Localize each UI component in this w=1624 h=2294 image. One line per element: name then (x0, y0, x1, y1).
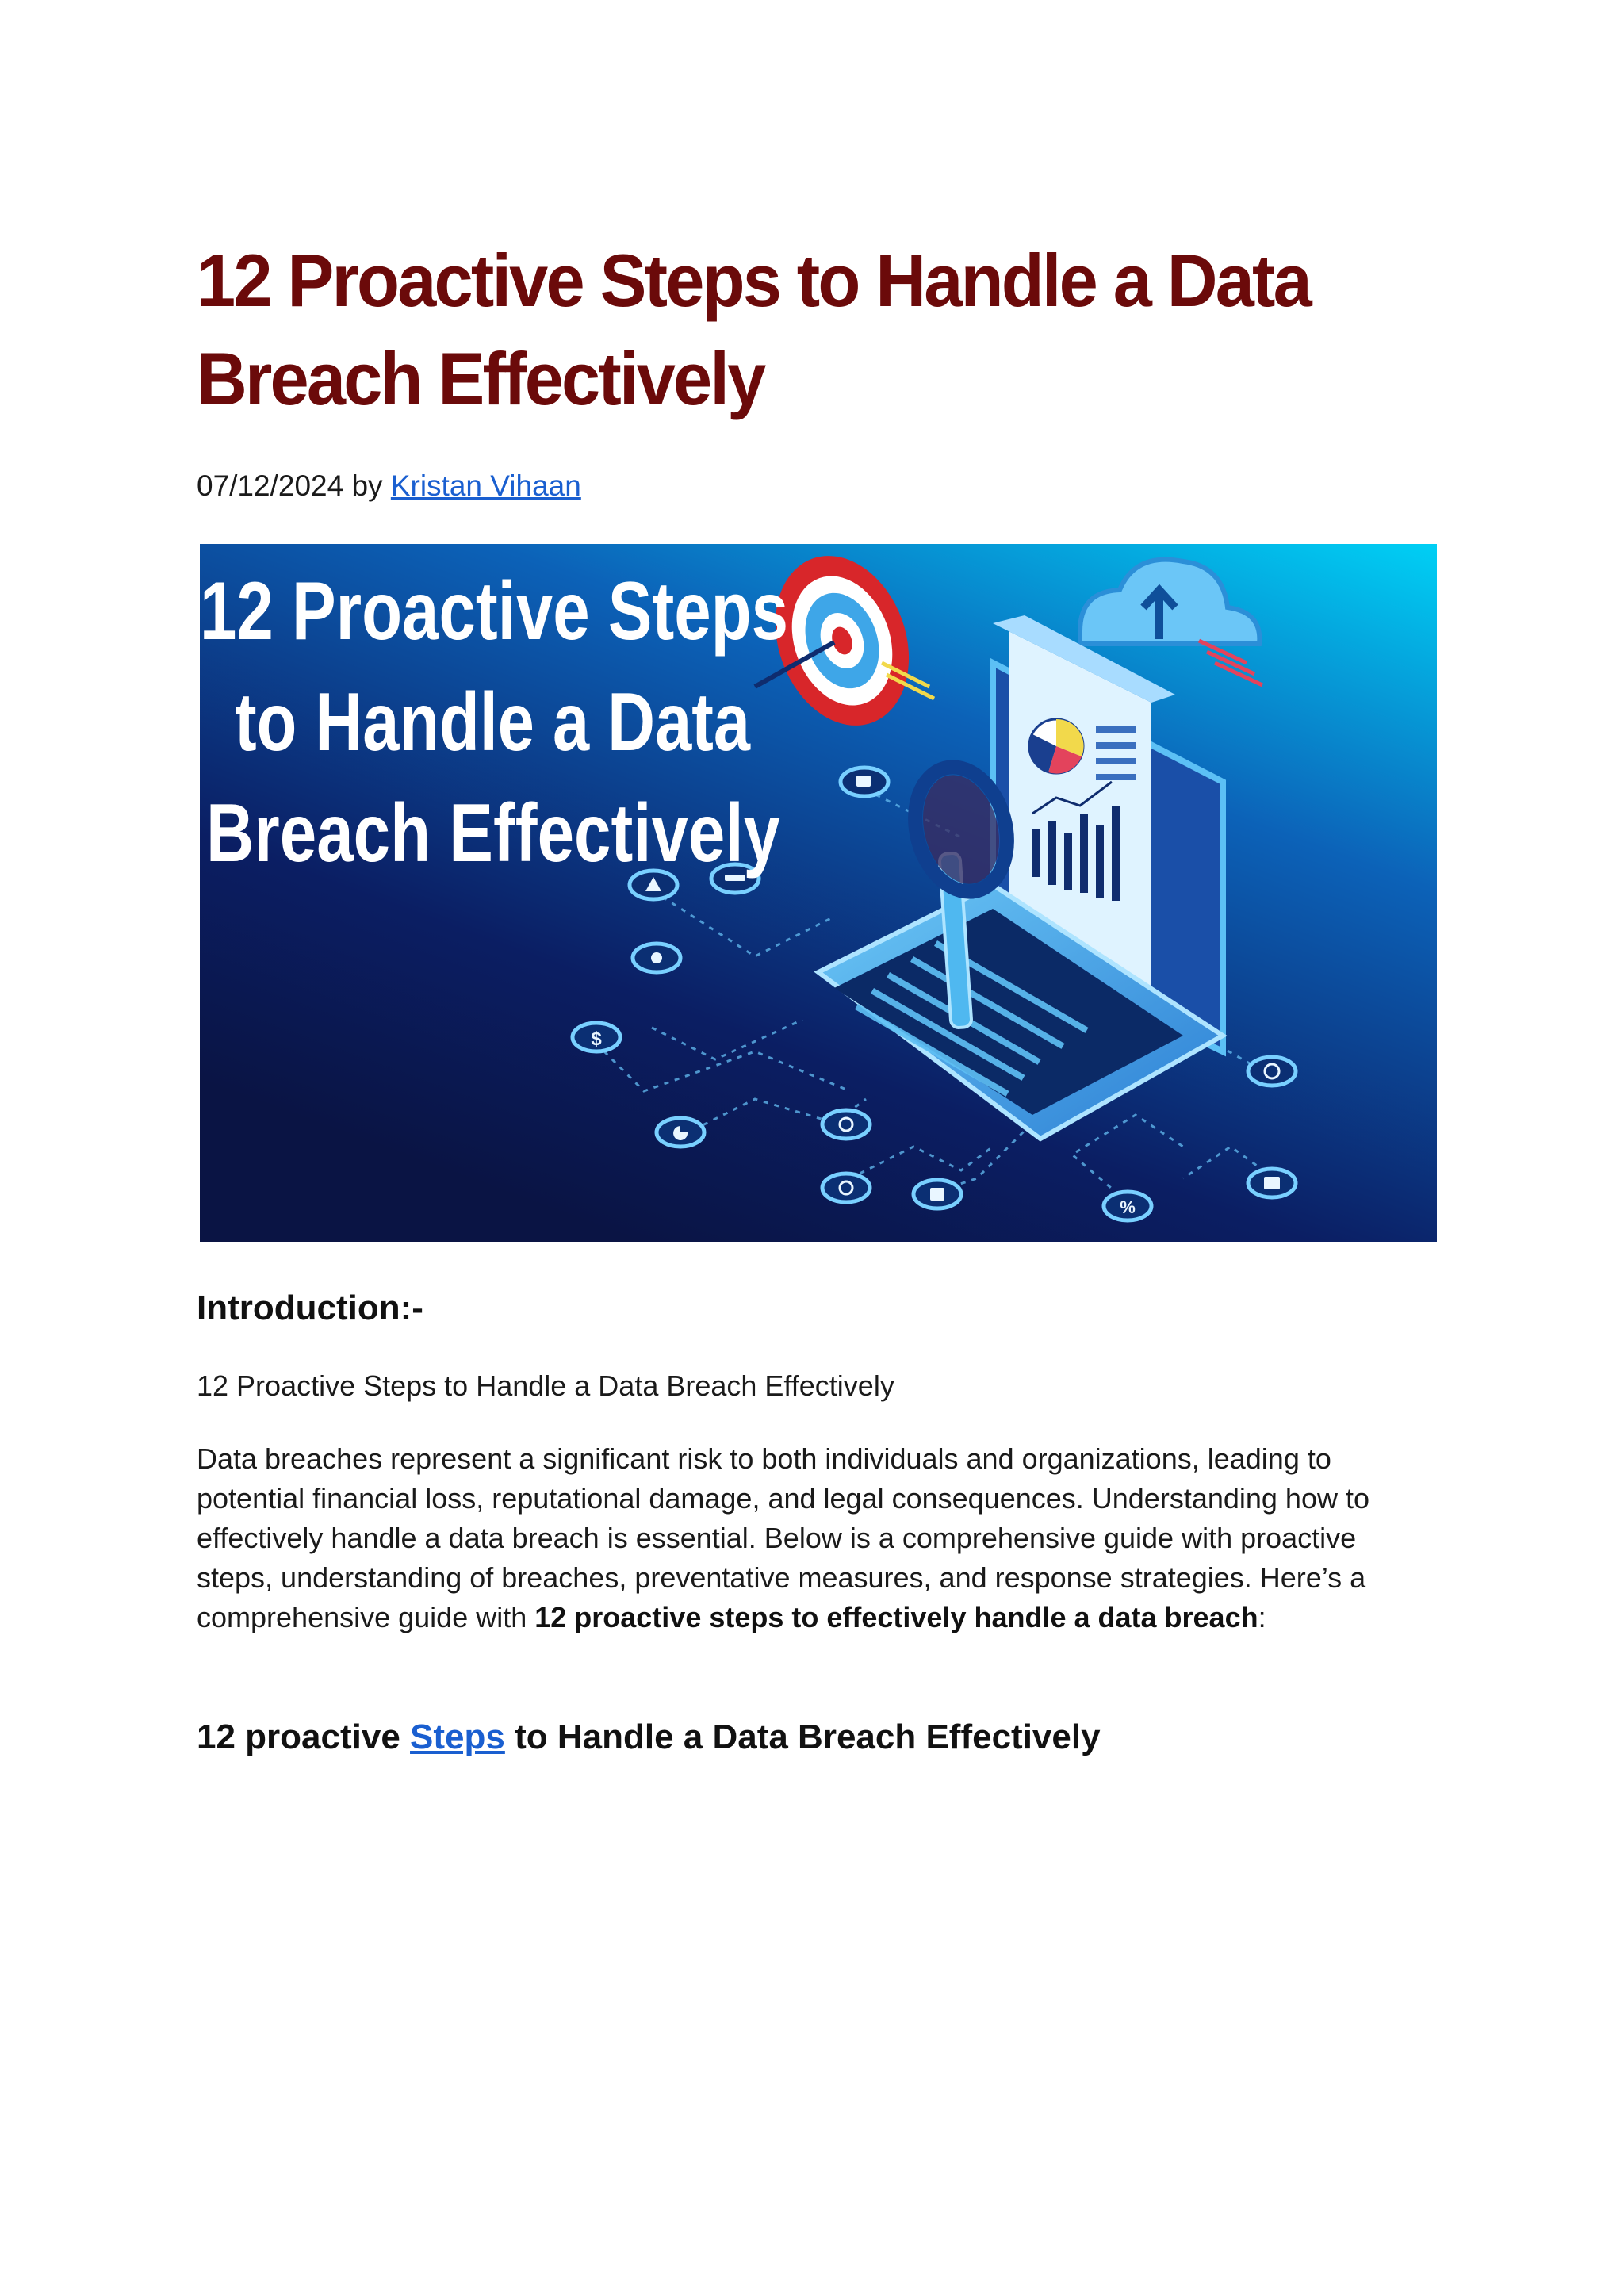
hero-headline (200, 565, 788, 879)
hero-illustration (200, 544, 1437, 1242)
intro-body-text: Data breaches represent a significant risk to both individuals and organizations, leading to potential financial loss, reputational damage, and legal consequences. Understanding how to effectively handle a data breach is essential. Below is a comprehensive guide with proactive steps, understanding of breaches, preventative measures, and response strategies. Here’s a comprehensive guide with (197, 1442, 1369, 1633)
hero-line-1: 12 Proactive Steps (200, 565, 788, 657)
steps-heading (197, 1714, 1101, 1760)
article-title: 12 Proactive Steps to Handle a Data Breach Effectively (197, 239, 1310, 420)
hero-line-2: to Handle a Data (235, 676, 751, 768)
intro-paragraph (197, 1439, 1434, 1637)
steps-heading-pre: 12 proactive (197, 1718, 411, 1756)
article-meta (197, 466, 581, 506)
hero-line-3: Breach Effectively (206, 787, 781, 879)
steps-link[interactable]: Steps (410, 1718, 505, 1756)
intro-body-end: : (1258, 1601, 1266, 1633)
byline-by: by (351, 469, 383, 502)
intro-body-bold: 12 proactive steps to effectively handle a data breach (534, 1601, 1258, 1633)
author-link[interactable]: Kristan Vihaan (390, 469, 581, 502)
steps-heading-post: to Handle a Data Breach Effectively (504, 1718, 1101, 1756)
intro-heading: Introduction:- (197, 1289, 423, 1327)
svg-text:$: $ (591, 1028, 602, 1050)
svg-text:%: % (1120, 1197, 1136, 1217)
hero-image (200, 544, 1437, 1242)
intro-subtitle: 12 Proactive Steps to Handle a Data Breach Effectively (197, 1369, 894, 1402)
article-date: 07/12/2024 (197, 469, 344, 502)
